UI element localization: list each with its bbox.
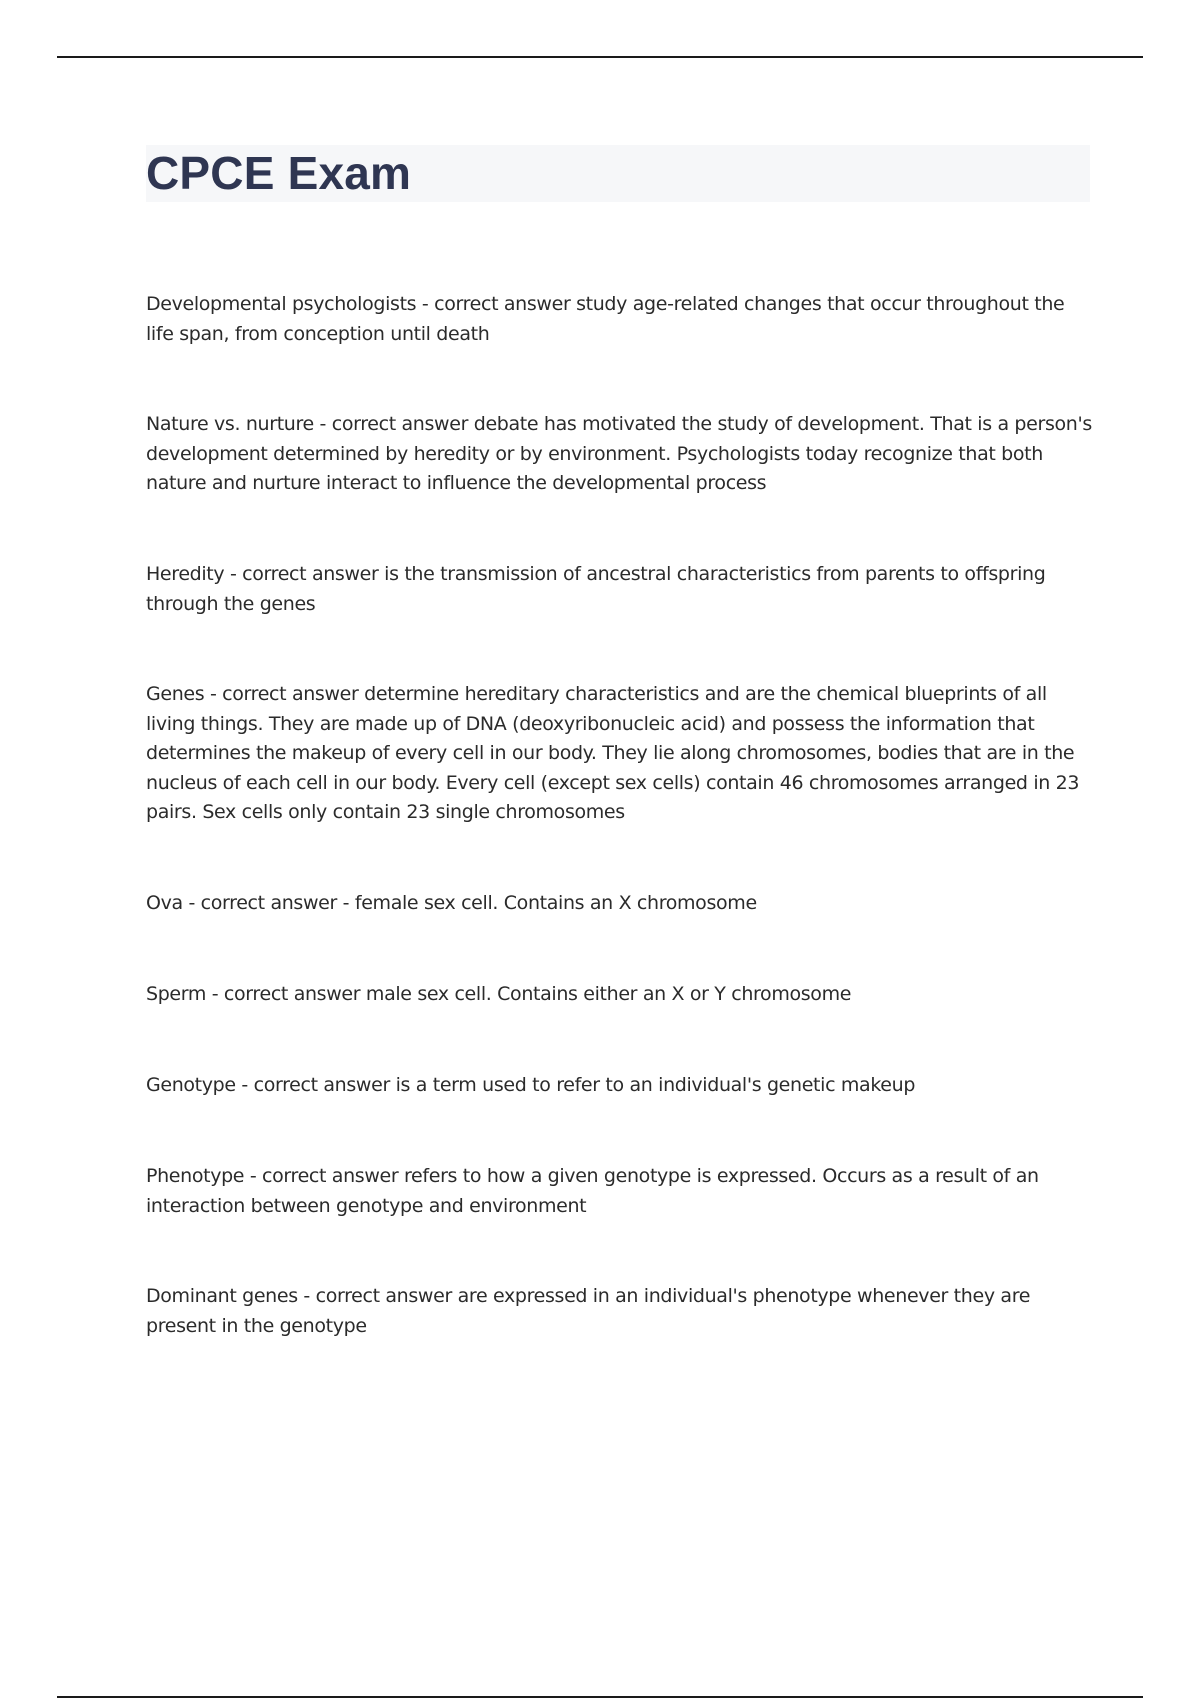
entry-phenotype: Phenotype - correct answer refers to how a given genotype is expressed. Occurs as a result of an interaction between genotype and environment [146,1165,1039,1217]
entry-ova: Ova - correct answer - female sex cell. Contains an X chromosome [146,892,757,914]
entry-sperm: Sperm - correct answer male sex cell. Contains either an X or Y chromosome [146,983,852,1005]
entry-nature-vs-nurture: Nature vs. nurture - correct answer debate has motivated the study of development. That is a person's development determined by heredity or by environment. Psychologists today recognize that both nature and nurture interact to influence the developmental process [146,413,1092,494]
entry-heredity: Heredity - correct answer is the transmission of ancestral characteristics from parents to offspring through the genes [146,563,1046,615]
entry-genotype: Genotype - correct answer is a term used to refer to an individual's genetic makeup [146,1074,916,1096]
entry-genes: Genes - correct answer determine hereditary characteristics and are the chemical blueprints of all living things. They are made up of DNA (deoxyribonucleic acid) and possess the information that determines the makeup of every cell in our body. They lie along chromosomes, bodies that are in the nucleus of each cell in our body. Every cell (except sex cells) contain 46 chromosomes arranged in 23 pairs. Sex cells only contain 23 single chromosomes [146,683,1080,823]
top-rule [57,56,1143,58]
entry-dominant-genes: Dominant genes - correct answer are expressed in an individual's phenotype whenever they are present in the genotype [146,1285,1031,1337]
document-title: CPCE Exam [146,147,412,199]
entry-developmental-psychologists: Developmental psychologists - correct answer study age-related changes that occur throughout the life span, from conception until death [146,293,1065,345]
bottom-rule [57,1696,1143,1698]
